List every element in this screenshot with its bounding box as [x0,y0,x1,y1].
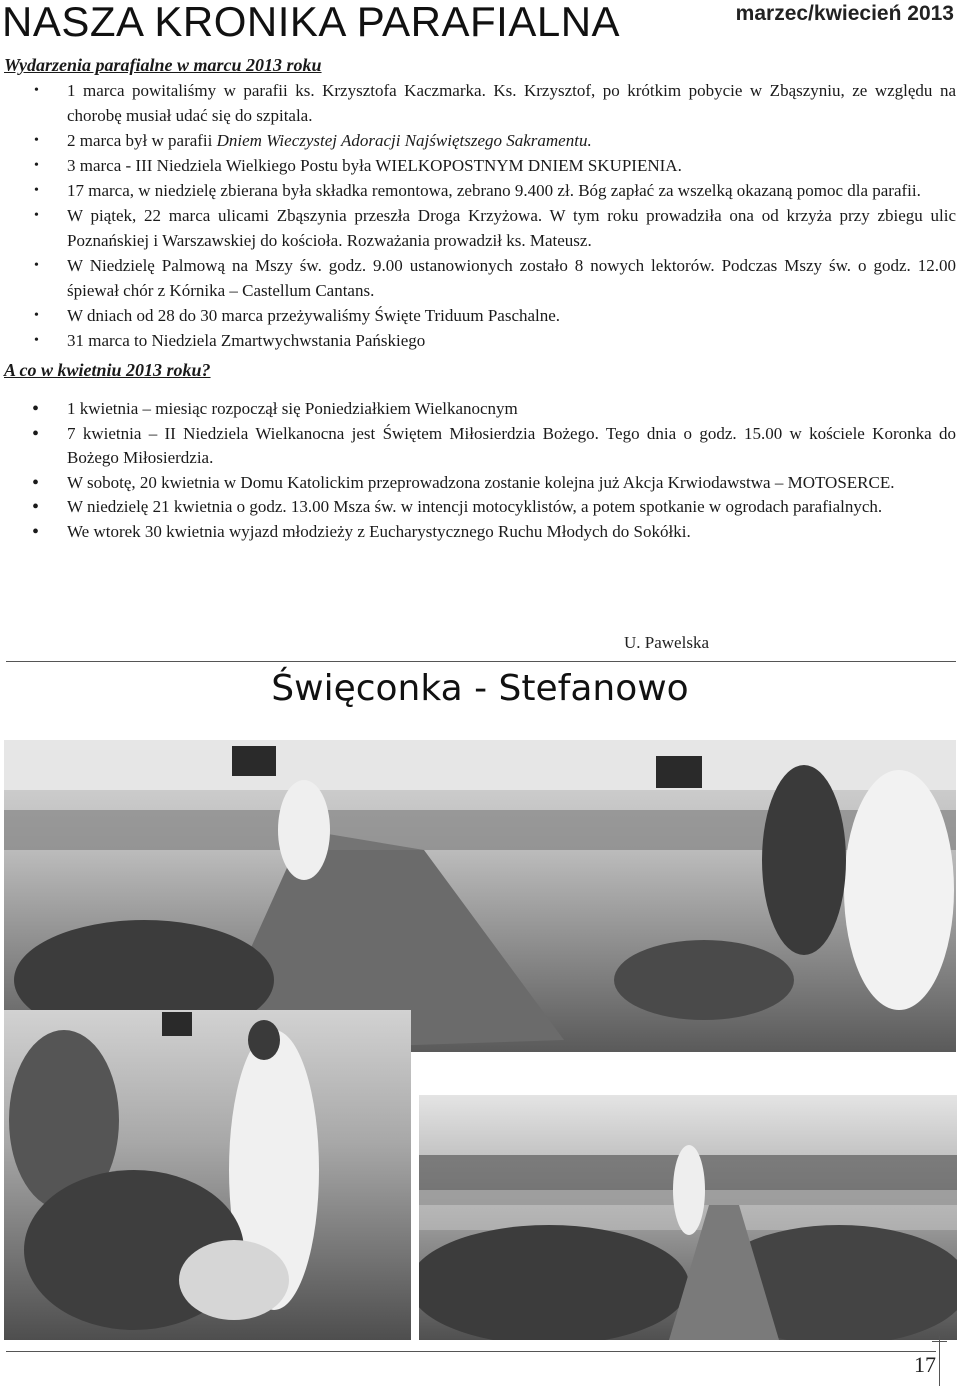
page-header [0,0,960,48]
list-item: • W Niedzielę Palmową na Mszy św. godz. 9.00 ustanowionych zostało 8 nowych lektorów. Podczas Mszy św. o godz. 12.00 śpiewał chór z Kórnika – Castellum Cantans. [4,253,956,303]
photo-placeholder [4,1010,411,1340]
section-divider [6,661,956,662]
issue-date: marzec/kwiecień 2013 [735,2,954,25]
list-item: • 7 kwietnia – II Niedziela Wielkanocna jest Świętem Miłosierdzia Bożego. Tego dnia o godz. 15.00 w kościele Koronka do Bożego Miłosierdzia. [4,422,956,471]
list-item: • 1 marca powitaliśmy w parafii ks. Krzysztofa Kaczmarka. Ks. Krzysztof, po krótkim pobycie w Zbąszyniu, ze względu na chorobę musiał udać się do szpitala. [4,78,956,128]
list-item: • We wtorek 30 kwietnia wyjazd młodzieży z Eucharystycznego Ruchu Młodych do Sokółki. [4,520,956,545]
list-item: • 17 marca, w niedzielę zbierana była składka remontowa, zebrano 9.400 zł. Bóg zapłać za wszelką okazaną pomoc dla parafii. [4,178,956,203]
article-body [4,52,956,548]
item-text: 2 marca był w parafii [67,131,217,150]
photo-priest-congregation [4,1010,411,1340]
list-item: • W sobotę, 20 kwietnia w Domu Katolickim przeprowadzona zostanie kolejna już Akcja Krwiodawstwa – MOTOSERCE. [4,471,956,496]
april-section-title: A co w kwietniu 2013 roku? [4,360,211,380]
list-item: • 31 marca to Niedziela Zmartwychwstania Pańskiego [4,328,956,353]
list-item: • W piątek, 22 marca ulicami Zbąszynia przeszła Droga Krzyżowa. W tym roku prowadziła ona od krzyża przy zbiegu ulic Poznańskiej i Warszawskiej do kościoła. Rozważania prowadził ks. Mateusz. [4,203,956,253]
list-item: • W niedzielę 21 kwietnia o godz. 13.00 Msza św. w intencji motocyklistów, a potem spotkanie w ogrodach parafialnych. [4,495,956,520]
footer-divider [6,1351,936,1352]
photo-placeholder [4,740,956,1052]
list-item: • 1 kwietnia – miesiąc rozpoczął się Poniedziałkiem Wielkanocnym [4,397,956,422]
page-number: 17 [914,1352,936,1377]
photo-blessing-hall [4,740,956,1052]
photo-section-title [0,668,960,709]
april-events-list [4,397,956,544]
item-emphasis: Dniem Wieczystej Adoracji Najświętszego Sakramentu. [216,131,592,150]
list-item: • W dniach od 28 do 30 marca przeżywaliśmy Święte Triduum Paschalne. [4,303,956,328]
masthead: NASZA KRONIKA PARAFIALNA [2,0,621,45]
list-item [4,128,956,153]
photo-placeholder [419,1095,957,1340]
march-section-title: Wydarzenia parafialne w marcu 2013 roku [4,55,322,75]
march-events-list [4,78,956,353]
photo-title-text: Święconka - Stefanowo [271,668,689,709]
footer-cross-horizontal [932,1341,947,1342]
list-item: • 3 marca - III Niedziela Wielkiego Postu była WIELKOPOSTNYM DNIEM SKUPIENIA. [4,153,956,178]
footer-cross-vertical [939,1336,940,1386]
author-signature: U. Pawelska [624,633,709,652]
photo-congregation-wide [419,1095,957,1340]
